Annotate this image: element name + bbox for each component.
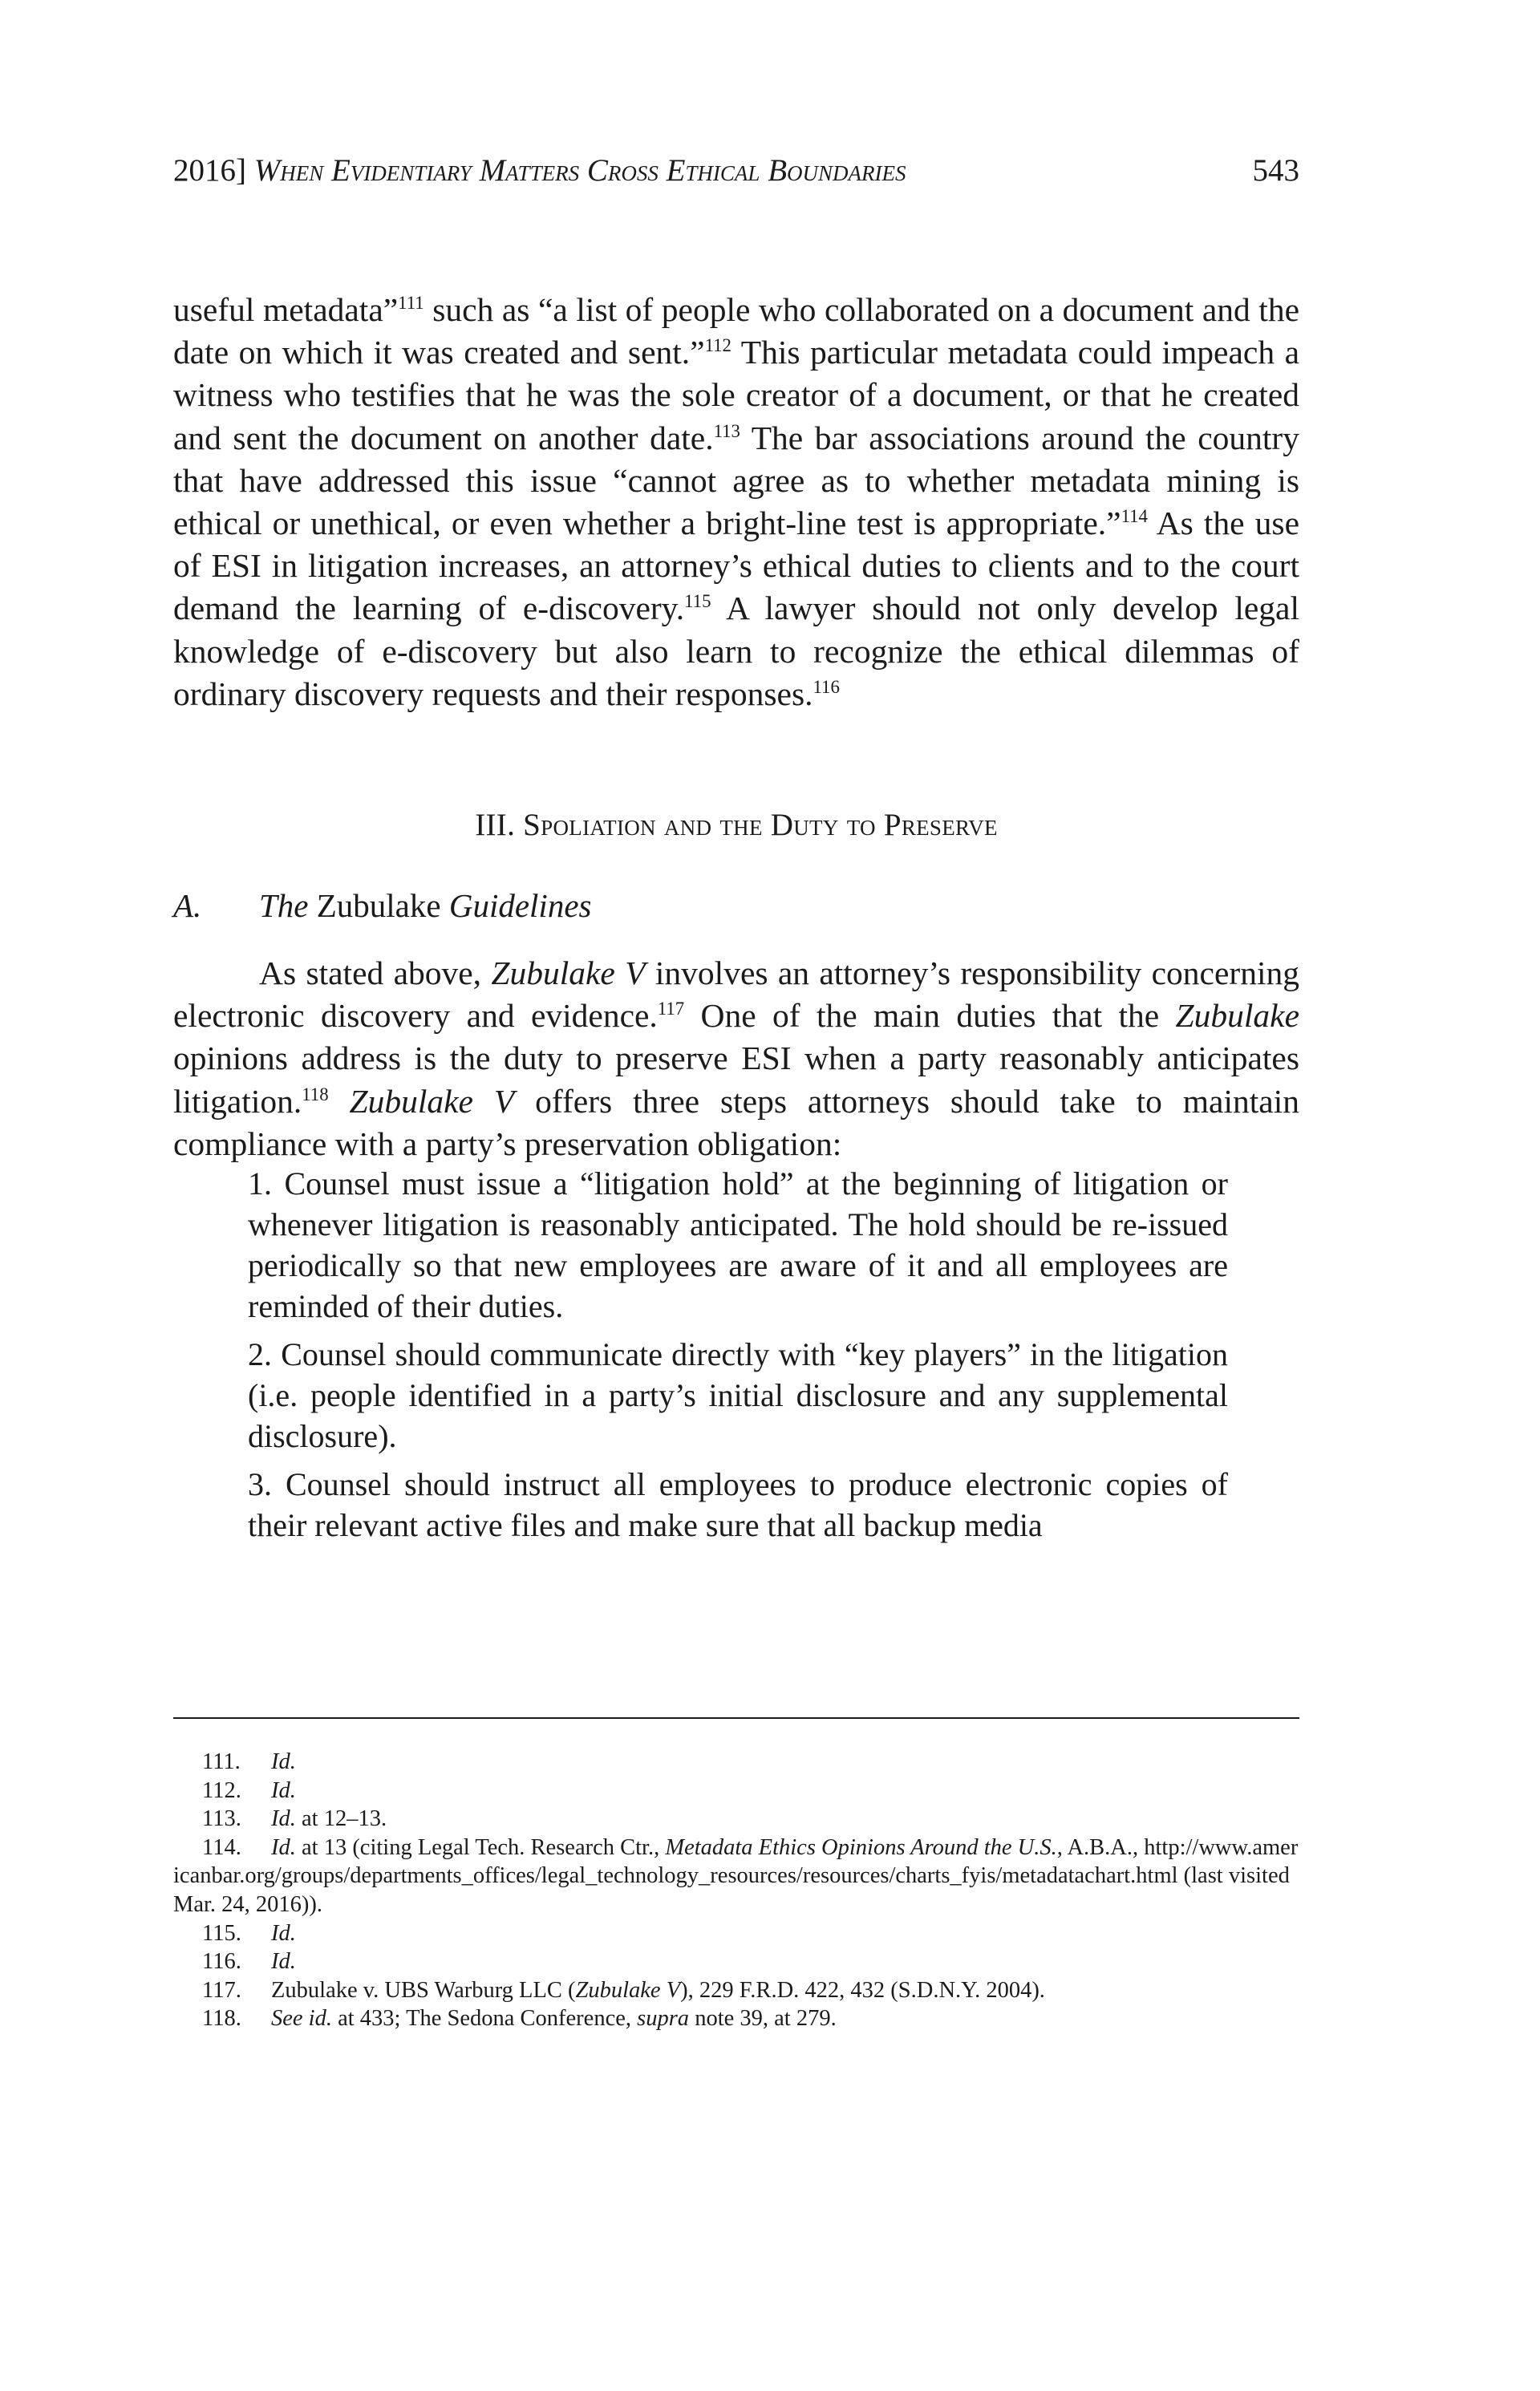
footnote-ref[interactable]: 115 (684, 591, 711, 612)
page-number: 543 (1252, 153, 1299, 188)
footnote-ref[interactable]: 113 (713, 420, 740, 441)
list-item: 2. Counsel should communicate directly with “key players” in the litigation (i.e. people identified in a party’s initial disclosure and any supplemental disclosure). (248, 1336, 1228, 1454)
footnote-ref[interactable]: 114 (1121, 506, 1148, 527)
header-year: 2016] (173, 153, 246, 188)
body-paragraph-2: As stated above, Zubulake V involves an attorney’s responsibility concerning electronic discovery and evidence.$^{117}$ One of the main duties that the Zubulake opinions address is the duty to preserve ESI when a party reasonably anticipates litigation.$^{118}$ Zubulake V offers three steps attorneys should take to maintain compliance with a party’s preservation obligation: (173, 954, 1299, 1162)
footnote-ref[interactable]: 112 (704, 335, 732, 356)
footnote-ref[interactable]: 117 (657, 999, 685, 1019)
footnote-item: 117. Zubulake v. UBS Warburg LLC (Zubulake V), 229 F.R.D. 422, 432 (S.D.N.Y. 2004). (202, 1977, 1045, 2003)
header-title (173, 152, 906, 188)
footnote-item: 113. Id. at 12–13. (202, 1806, 387, 1832)
footnote-ref[interactable]: 116 (813, 677, 840, 697)
footnote-item: 118. See id. at 433; The Sedona Conference, supra note 39, at 279. (202, 2006, 837, 2032)
body-paragraph-1: useful metadata”$^{111}$ such as “a list of people who collaborated on a document and the date on which it was created and sent.”$^{112}$ This particular metadata could impeach a witness who testifies that he was the sole creator of a document, or that he created and sent the document on another date.$^{113}$ The bar associations around the country that have addressed this issue “cannot agree as to whether metadata mining is ethical or unethical, or even whether a bright-line test is appropriate.”$^{114}$ As the use of ESI in litigation increases, an attorney’s ethical duties to clients and to the court demand the learning of e-discovery.$^{115}$ A lawyer should not only develop legal knowledge of e-discovery but also learn to recognize the ethical dilemmas of ordinary discovery requests and their responses.$^{116}$ (173, 291, 1300, 712)
footnote-item: 111. Id. (202, 1749, 296, 1774)
footnote-item: 112. Id. (202, 1777, 296, 1803)
running-header (173, 152, 1299, 188)
preservation-steps-list (248, 1163, 1228, 1553)
section-heading: III. Spoliation and the Duty to Preserve (475, 808, 998, 842)
footnote-item: 115. Id. (202, 1920, 296, 1946)
footnote-item: 114. Id. at 13 (citing Legal Tech. Research Ctr., Metadata Ethics Opinions Around the U.S., A.B.A., http://www.americanbar.org/groups/departments_offices/legal_technology_resources/resources/charts_fyis/metadatachart.html (last visited Mar. 24, 2016)). (173, 1834, 1299, 1917)
footnotes (173, 1748, 1299, 2033)
footnote-ref[interactable]: 118 (302, 1084, 329, 1104)
header-journal-title: When Evidentiary Matters Cross Ethical Boundaries (253, 153, 906, 188)
subsection-heading: A. The Zubulake Guidelines (173, 887, 592, 924)
list-item: 3. Counsel should instruct all employees to produce electronic copies of their relevant active files and make sure that all backup media (248, 1466, 1228, 1543)
footnote-ref[interactable]: 111 (398, 293, 424, 314)
footnote-divider (173, 1717, 1299, 1719)
list-item: 1. Counsel must issue a “litigation hold” at the beginning of litigation or whenever litigation is reasonably anticipated. The hold should be re-issued periodically so that new employees are aware of it and all employees are reminded of their duties. (248, 1165, 1228, 1324)
footnote-item: 116. Id. (202, 1949, 296, 1975)
